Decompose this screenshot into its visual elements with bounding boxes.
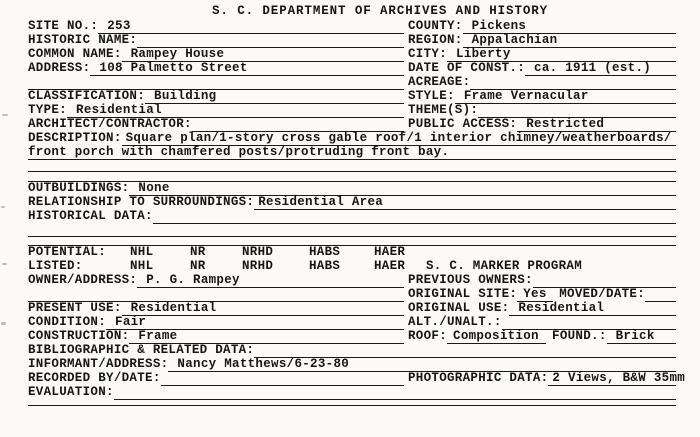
form-row (28, 344, 676, 358)
potential-nrhd: NRHD (242, 245, 274, 259)
city-field (408, 48, 676, 62)
form-row (28, 48, 676, 62)
form-row (28, 358, 676, 372)
public-access-label: PUBLIC ACCESS: (408, 117, 518, 131)
bibliographic-field (28, 344, 676, 358)
listed-nr: NR (190, 259, 206, 273)
present-use-value: Residential (122, 302, 404, 316)
condition-value: Fair (106, 316, 404, 330)
form-row (28, 34, 676, 48)
relationship-value: Residential Area (254, 196, 676, 210)
form-row (28, 20, 676, 34)
condition-field (28, 316, 404, 330)
blank-field (28, 288, 404, 302)
county-value: Pickens (463, 20, 676, 34)
previous-owners-field (408, 274, 676, 288)
informant-label: INFORMANT/ADDRESS: (28, 357, 169, 371)
blank-underline (28, 288, 404, 302)
historical-data-field (28, 210, 676, 224)
description-value-line2: front porch with chamfered posts/protruding front bay. (28, 146, 676, 160)
relationship-field (28, 196, 676, 210)
form-row (28, 146, 676, 160)
outbuildings-value: None (129, 182, 676, 196)
listed-haer: HAER (374, 259, 406, 273)
type-value: Residential (67, 104, 404, 118)
alt-unalt-field (408, 316, 676, 330)
site-no-label: SITE NO.: (28, 19, 99, 33)
type-label: TYPE: (28, 103, 68, 117)
form-row (28, 210, 676, 224)
roof-label: ROOF: (408, 329, 448, 343)
form-row (28, 132, 676, 146)
original-use-value: Residential (509, 302, 676, 316)
blank-underline (28, 76, 404, 90)
acreage-field (408, 76, 676, 90)
common-name-value: Rampey House (122, 48, 404, 62)
moved-date-label: MOVED/DATE: (559, 287, 646, 301)
form-row (28, 62, 676, 76)
previous-owners-label: PREVIOUS OWNERS: (408, 273, 533, 287)
owner-address-field (28, 274, 404, 288)
description-label: DESCRIPTION: (28, 131, 122, 145)
blank-field (28, 76, 404, 90)
listed-nhl: NHL (130, 259, 154, 273)
region-label: REGION: (408, 33, 463, 47)
classification-value: Building (145, 90, 404, 104)
outbuildings-label: OUTBUILDINGS: (28, 181, 130, 195)
potential-label: POTENTIAL: (28, 245, 107, 259)
informant-value: Nancy Matthews/6-23-80 (168, 358, 676, 372)
region-field (408, 34, 676, 48)
description-field-line2 (28, 146, 676, 160)
form-title: S. C. DEPARTMENT OF ARCHIVES AND HISTORY (212, 4, 549, 18)
previous-owners-value (533, 274, 676, 288)
public-access-field (408, 118, 676, 132)
potential-row (28, 246, 676, 260)
outbuildings-field (28, 182, 676, 196)
type-field (28, 104, 404, 118)
historic-name-field (28, 34, 404, 48)
scan-artifact (2, 263, 7, 265)
description-field (28, 132, 676, 146)
date-of-const-value: ca. 1911 (est.) (525, 62, 676, 76)
potential-haer: HAER (374, 245, 406, 259)
photographic-data-field (408, 371, 686, 386)
style-value: Frame Vernacular (455, 90, 676, 104)
date-of-const-label: DATE OF CONST.: (408, 61, 526, 75)
present-use-field (28, 302, 404, 316)
themes-label: THEME(S): (408, 103, 479, 117)
informant-field (28, 358, 676, 372)
original-use-field (408, 302, 676, 316)
scan-artifact (1, 206, 5, 208)
recorded-by-value (161, 372, 404, 386)
common-name-label: COMMON NAME: (28, 47, 122, 61)
acreage-label: ACREAGE: (408, 75, 471, 89)
public-access-value: Restricted (517, 118, 676, 132)
architect-contractor-label: ARCHITECT/CONTRACTOR: (28, 117, 192, 131)
original-site-value: Yes (517, 288, 553, 302)
listed-habs: HABS (309, 259, 341, 273)
found-label: FOUND.: (552, 329, 607, 343)
potential-nhl: NHL (130, 245, 154, 259)
recorded-by-label: RECORDED BY/DATE: (28, 371, 161, 385)
moved-date-value (645, 288, 676, 302)
photographic-data-value: 2 Views, B&W 35mm (548, 372, 676, 386)
form-row (28, 118, 676, 132)
address-field (28, 62, 404, 76)
historic-name-label: HISTORIC NAME: (28, 33, 138, 47)
county-field (408, 20, 676, 34)
blank-line (28, 400, 676, 406)
potential-nr: NR (190, 245, 206, 259)
style-field (408, 90, 676, 104)
evaluation-field (28, 386, 676, 400)
alt-unalt-value (502, 316, 676, 330)
listed-row (28, 260, 676, 274)
relationship-label: RELATIONSHIP TO SURROUNDINGS: (28, 195, 255, 209)
scan-artifact (2, 114, 8, 116)
architect-contractor-value (192, 118, 404, 132)
style-label: STYLE: (408, 89, 455, 103)
form-row (28, 330, 676, 344)
site-no-field (28, 20, 404, 34)
form-row (28, 104, 676, 118)
condition-label: CONDITION: (28, 315, 107, 329)
marker-program-label: S. C. MARKER PROGRAM (426, 259, 583, 273)
original-use-label: ORIGINAL USE: (408, 301, 510, 315)
original-site-label: ORIGINAL SITE: (408, 287, 518, 301)
form-row (28, 182, 676, 196)
blank-line (28, 160, 676, 172)
bibliographic-label: BIBLIOGRAPHIC & RELATED DATA: (28, 343, 255, 357)
site-no-value: 253 (98, 20, 404, 34)
themes-field (408, 104, 676, 118)
form-row (28, 386, 676, 400)
classification-field (28, 90, 404, 104)
alt-unalt-label: ALT./UNALT.: (408, 315, 502, 329)
listed-label: LISTED: (28, 259, 83, 273)
city-label: CITY: (408, 47, 448, 61)
construction-value: Frame (129, 330, 404, 344)
construction-field (28, 330, 404, 344)
historical-data-label: HISTORICAL DATA: (28, 209, 153, 223)
present-use-label: PRESENT USE: (28, 301, 122, 315)
evaluation-value (114, 386, 676, 400)
recorded-by-field (28, 372, 404, 386)
address-label: ADDRESS: (28, 61, 91, 75)
roof-value: Composition (447, 330, 546, 344)
owner-address-label: OWNER/ADDRESS: (28, 273, 138, 287)
blank-line (28, 224, 676, 237)
form-row (28, 90, 676, 104)
bibliographic-value (254, 344, 676, 358)
form-row (28, 274, 676, 288)
scan-artifact (1, 322, 6, 325)
construction-label: CONSTRUCTION: (28, 329, 130, 343)
listed-nrhd: NRHD (242, 259, 274, 273)
roof-found-field (408, 330, 676, 344)
city-value: Liberty (447, 48, 676, 62)
form-row (28, 196, 676, 210)
form-row (28, 316, 676, 330)
original-site-field (408, 288, 676, 302)
classification-label: CLASSIFICATION: (28, 89, 146, 103)
acreage-value (470, 76, 676, 90)
themes-value (478, 104, 676, 118)
photographic-data-label: PHOTOGRAPHIC DATA: (408, 371, 549, 385)
description-value: Square plan/1-story cross gable roof/1 interior chimney/weatherboards/ (122, 132, 676, 146)
evaluation-label: EVALUATION: (28, 385, 114, 399)
form-row (28, 371, 686, 386)
architect-contractor-field (28, 118, 404, 132)
potential-habs: HABS (309, 245, 341, 259)
form-row (28, 288, 676, 302)
common-name-field (28, 48, 404, 62)
address-value: 108 Palmetto Street (90, 62, 404, 76)
date-of-const-field (408, 62, 676, 76)
region-value: Appalachian (463, 34, 676, 48)
historical-data-value (153, 210, 676, 224)
section-divider (28, 237, 676, 246)
form-row (28, 76, 676, 90)
owner-address-value: P. G. Rampey (137, 274, 404, 288)
county-label: COUNTY: (408, 19, 463, 33)
historic-name-value (137, 34, 404, 48)
found-value: Brick (607, 330, 676, 344)
form-row (28, 302, 676, 316)
